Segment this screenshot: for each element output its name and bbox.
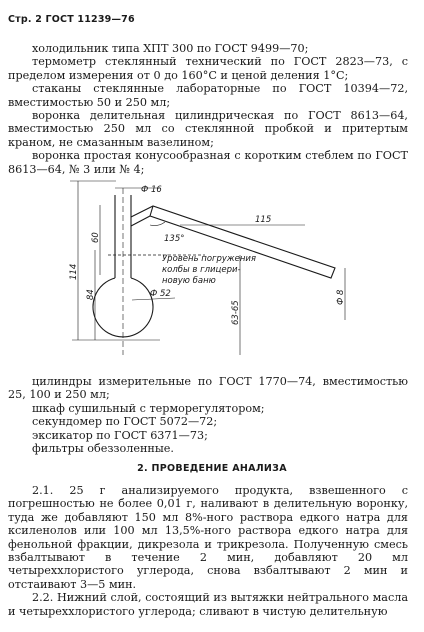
list-item: секундомер по ГОСТ 5072—72;	[32, 415, 218, 429]
paragraph: 2.1. 25 г анализируемого продукта, взвешенного с погрешностью не более 0,01 г, наливают в делительную воронку, туда же добавляют 150 мл 8%-ного раствора едкого натра для ксиленолов или 100 мл 13,5%-ного раствора едкого натра для фенольной фракции, дикрезола и трикрезола. Полученную смесь взбалтывают в течение 2 мин, добавляют 20 мл четыреххлористого углерода, снова взбалтывают 2 мин и отстаивают 3—5 мин.	[8, 484, 408, 591]
list-item: воронка простая конусообразная с коротким стеблем по ГОСТ 8613—64, № 3 или № 4;	[8, 149, 408, 176]
body-paragraphs	[8, 484, 408, 618]
list-item: шкаф сушильный с терморегулятором;	[32, 401, 265, 415]
paragraph: 2.2. Нижний слой, состоящий из вытяжки нейтрального масла и четыреххлористого углерода; сливают в чистую делительную	[8, 591, 408, 618]
dim-115: 115	[255, 215, 272, 225]
figure-note-line: колбы в глицери-	[162, 265, 241, 275]
list-item: фильтры обеззоленные.	[32, 442, 174, 456]
dim-52: Ф 52	[150, 289, 171, 299]
figure-note-line: Уровень погружения	[162, 254, 257, 264]
dim-135: 135°	[164, 234, 185, 244]
dim-84: 84	[86, 289, 96, 300]
dim-16: Ф 16	[141, 185, 162, 195]
dim-114: 114	[69, 263, 79, 280]
list-item: цилиндры измерительные по ГОСТ 1770—74, вместимостью 25, 100 и 250 мл;	[8, 375, 408, 402]
dim-63-65: 63-65	[231, 300, 241, 325]
equipment-list-bottom	[8, 375, 408, 455]
figure-note-line: новую баню	[162, 276, 216, 286]
list-item: термометр стеклянный технический по ГОСТ 2823—73, с пределом измерения от 0 до 160°С и ценой деления 1°С;	[8, 55, 408, 82]
list-item: эксикатор по ГОСТ 6371—73;	[32, 428, 208, 442]
dim-60: 60	[91, 232, 101, 243]
section-title: 2. ПРОВЕДЕНИЕ АНАЛИЗА	[137, 463, 287, 474]
list-item: стаканы стеклянные лабораторные по ГОСТ 10394—72, вместимостью 50 и 250 мл;	[8, 82, 408, 109]
page-header: Стр. 2 ГОСТ 11239—76	[8, 14, 135, 25]
list-item: воронка делительная цилиндрическая по ГОСТ 8613—64, вместимостью 250 мл со стеклянной пробкой и притертым краном, не смазанным вазелином;	[8, 109, 408, 149]
dim-8: Ф 8	[336, 289, 346, 305]
list-item: холодильник типа ХПТ 300 по ГОСТ 9499—70;	[32, 42, 309, 55]
